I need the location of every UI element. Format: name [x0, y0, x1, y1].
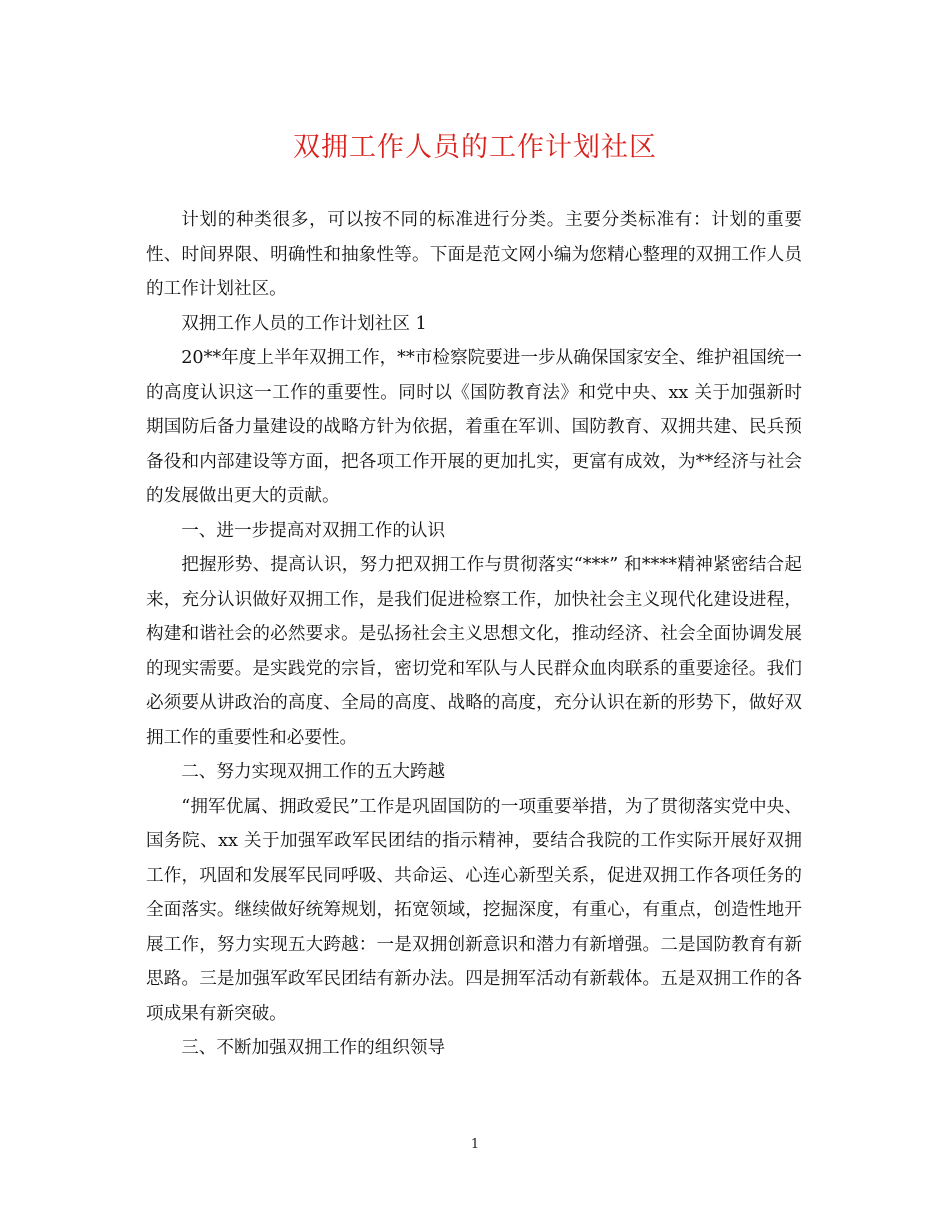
page-number: 1: [470, 1137, 480, 1152]
document-title: 双拥工作人员的工作计划社区: [293, 132, 657, 163]
document-body: [146, 203, 802, 1066]
body-paragraph-awareness: 把握形势、提高认识，努力把双拥工作与贯彻落实“***” 和****精神紧密结合起来，充分认识做好双拥工作，是我们促进检察工作，加快社会主义现代化建设进程，构建和谐社会的必然要求。是弘扬社会主义思想文化，推动经济、社会全面协调发展的现实需要。是实践党的宗旨，密切党和军队与人民群众血肉联系的重要途径。我们必须要从讲政治的高度、全局的高度、战略的高度，充分认识在新的形势下，做好双拥工作的重要性和必要性。: [146, 555, 802, 748]
section-heading-2: 二、努力实现双拥工作的五大跨越: [181, 762, 446, 782]
section-heading-1: 一、进一步提高对双拥工作的认识: [181, 520, 446, 541]
body-paragraph-overview: 20**年度上半年双拥工作，**市检察院要进一步从确保国家安全、维护祖国统一的高度认识这一工作的重要性。同时以《国防教育法》和党中央、xx 关于加强新时期国防后备力量建设的战略方针为依据，着重在军训、国防教育、双拥共建、民兵预备役和内部建设等方面，把各项工作开展的更加扎实，更富有成效，为**经济与社会的发展做出更大的贡献。: [146, 348, 802, 506]
section-heading-3: 三、不断加强双拥工作的组织领导: [181, 1038, 446, 1058]
body-paragraph-five-leaps: “拥军优属、拥政爱民”工作是巩固国防的一项重要举措，为了贯彻落实党中央、国务院、xx 关于加强军政军民团结的指示精神，要结合我院的工作实际开展好双拥工作，巩固和发展军民同呼吸、共命运、心连心新型关系，促进双拥工作各项任务的全面落实。继续做好统筹规划，拓宽领域，挖掘深度，有重心，有重点，创造性地开展工作，努力实现五大跨越：一是双拥创新意识和潜力有新增强。二是国防教育有新思路。三是加强军政军民团结有新办法。四是拥军活动有新载体。五是双拥工作的各项成果有新突破。: [146, 796, 802, 1024]
section-heading-plan-1: 双拥工作人员的工作计划社区 1: [181, 313, 427, 334]
intro-paragraph: 计划的种类很多，可以按不同的标准进行分类。主要分类标准有：计划的重要性、时间界限、明确性和抽象性等。下面是范文网小编为您精心整理的双拥工作人员的工作计划社区。: [146, 210, 802, 299]
